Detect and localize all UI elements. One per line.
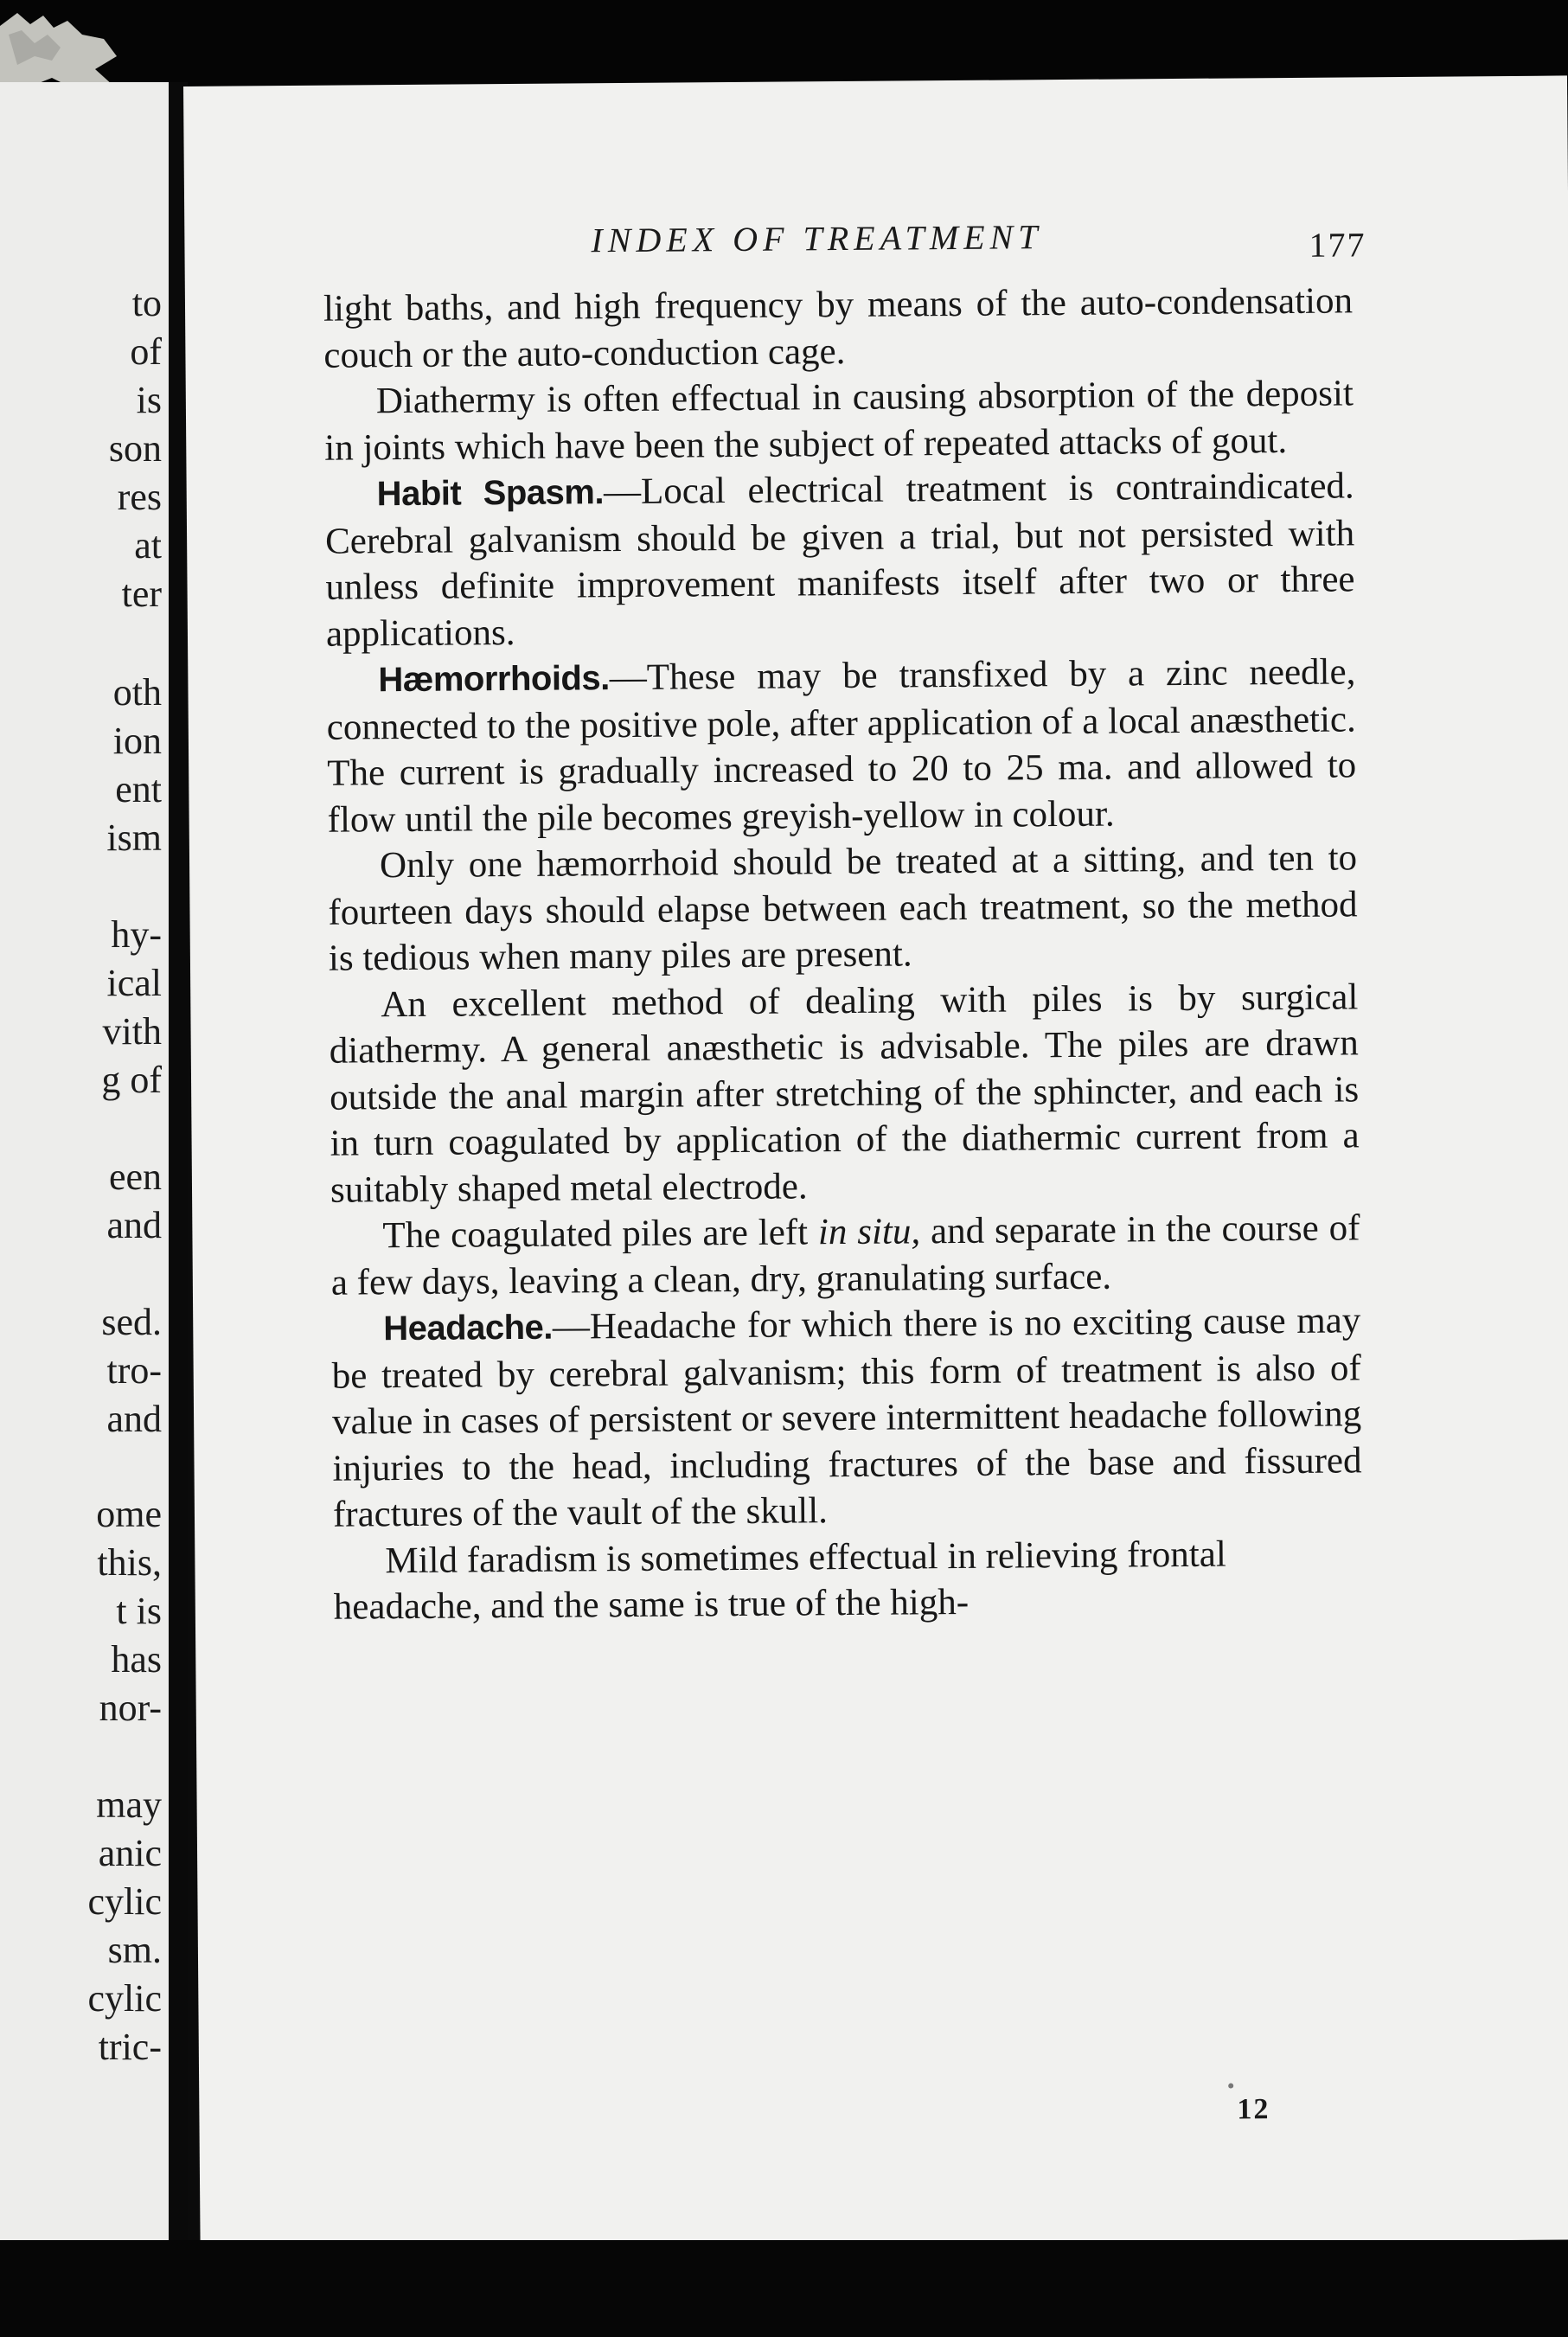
left-fragment: oth (112, 671, 162, 714)
left-fragment: res (117, 476, 162, 518)
paragraph (329, 974, 1360, 1213)
left-fragment: of (130, 330, 162, 373)
running-head: INDEX OF TREATMENT (591, 217, 1043, 260)
signature-mark: 12 (1237, 2093, 1270, 2126)
scan-bottom-border (0, 2240, 1568, 2337)
left-fragment: tric- (98, 2026, 162, 2068)
left-fragment: sed. (101, 1301, 162, 1343)
paragraph (323, 278, 1354, 378)
paragraph (330, 1205, 1360, 1305)
paragraph-text: The coagulated piles are left (382, 1212, 819, 1257)
left-page-edge (0, 82, 170, 2240)
paragraph (333, 1530, 1363, 1630)
left-fragment: t is (116, 1590, 162, 1632)
left-fragment: g of (101, 1059, 162, 1101)
left-fragment: tro- (106, 1349, 162, 1392)
paragraph (324, 370, 1354, 471)
left-fragment: at (134, 524, 162, 567)
left-fragment: ism (106, 816, 162, 859)
italic-phrase: in situ, (817, 1211, 921, 1253)
left-fragment: ter (121, 573, 162, 615)
paper-speck (1228, 2084, 1233, 2089)
entry-term: Habit Spasm. (376, 473, 605, 514)
paragraph-text: An excellent method of dealing with piles is by surgical diathermy. A general anæsthetic is advisable. The piles are drawn outside the anal margin after stretching of the sphincter, and each is in turn coagulated by application of the diathermic current from a suitably shaped metal electrode. (329, 976, 1360, 1211)
paragraph-text: Only one hæmorrhoid should be treated at a sitting, and ten to fourteen days should elapse between each treatment, so the method is tedious when many piles are present. (328, 837, 1358, 979)
entry-headache (331, 1297, 1362, 1538)
left-fragment: hy- (111, 913, 162, 956)
paragraph (328, 835, 1358, 982)
entry-habit-spasm (324, 463, 1355, 656)
left-fragment: nor- (99, 1687, 162, 1729)
body-text (323, 278, 1363, 1630)
left-fragment: and (106, 1204, 162, 1246)
left-fragment: ome (96, 1493, 162, 1535)
left-fragment: is (136, 379, 162, 421)
left-fragment: sm. (107, 1929, 162, 1971)
left-fragment: ion (112, 720, 162, 762)
paragraph-text: Mild faradism is sometimes effectual in relieving frontal headache, and the same is true of the high- (333, 1533, 1226, 1628)
book-page (183, 75, 1568, 2250)
paragraph-text: Diathermy is often effectual in causing absorption of the deposit in joints which have been the subject of repeated attacks of gout. (324, 373, 1354, 469)
left-fragment: may (96, 1783, 162, 1826)
left-fragment: vith (102, 1010, 162, 1053)
left-fragment: ical (106, 962, 162, 1004)
left-fragment: ent (115, 768, 162, 810)
left-fragment: cylic (87, 1880, 162, 1923)
left-fragment: this, (97, 1541, 162, 1584)
entry-text: —These may be transfixed by a zinc needle, connected to the positive pole, after application of a local anæsthetic. The current is gradually increased to 20 to 25 ma. and allowed to flow until the pile becomes greyish-yellow in colour. (326, 651, 1357, 841)
left-fragment: has (111, 1638, 162, 1681)
entry-text: —Headache for which there is no exciting cause may be treated by cerebral galvanism; this form of treatment is also of value in cases of persistent or severe intermittent headache following injuries to the head, including fractures of the base and fissured fractures of the vault of the skull. (331, 1300, 1362, 1535)
book-gutter (169, 82, 188, 2240)
entry-term: Headache. (383, 1308, 554, 1348)
left-fragment: anic (98, 1832, 162, 1874)
entry-text: —Local electrical treatment is contraindicated. Cerebral galvanism should be given a trial, but not persisted with unless definite improvement manifests itself after two or three applications. (324, 465, 1355, 655)
left-fragment: cylic (87, 1977, 162, 2020)
torn-paper-corner (0, 9, 121, 91)
entry-term: Hæmorrhoids. (378, 659, 610, 700)
page-number: 177 (1309, 225, 1366, 265)
left-fragment: son (108, 427, 162, 470)
paragraph-text: light baths, and high frequency by means of the auto-condensation couch or the auto-conduction cage. (323, 280, 1354, 376)
left-fragment: to (131, 282, 162, 324)
left-fragment: een (108, 1156, 162, 1198)
left-fragment: and (106, 1398, 162, 1440)
entry-haemorrhoids (326, 649, 1357, 842)
paragraph-text: and separate in the course of a few days, leaving a clean, dry, granulating surface. (330, 1207, 1360, 1303)
